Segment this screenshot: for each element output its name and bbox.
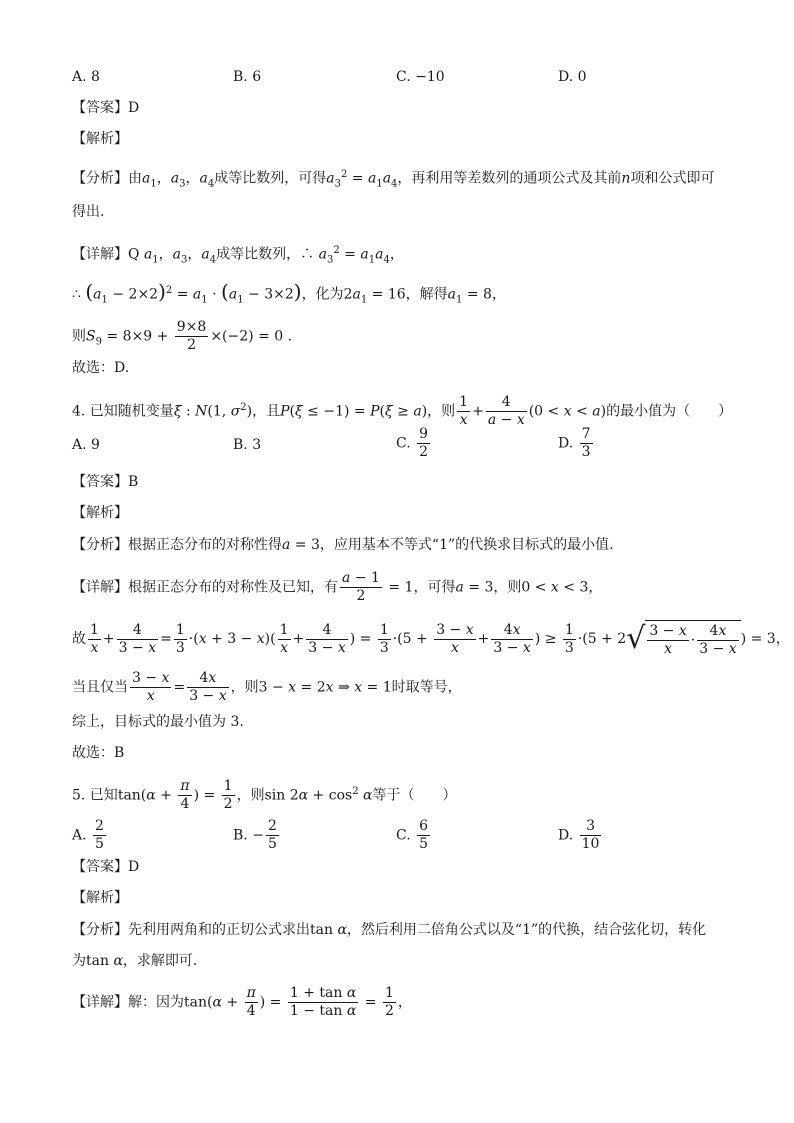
q4-xiangjie-line2: 故 $\frac{1}{x}$ + $\frac{4}{3 - x}$ = $\frac{1}{3}$ ·(x + 3 − x)( $\frac{1}{x}$ + $\frac{4}{3 - x}$ ) = $\frac{1}{3}$ ·(5 + $\frac{3 - x}{x}$ + $\frac{4x}{3 - x}$ ) ≥ $\frac{1}{3}$ ·(5 + 2√ $\frac{3 - x}{x}$ · $\frac{4x}{3 - x}$ ) = 3， [72,621,790,657]
q4-option-c: C. $\frac{9}{2}$ [396,426,429,460]
q3-xiangjie-line3: 则$S_9 = 8\times 9$ + $\frac{9\times 8}{2}$ ×(−2) = 0 . [72,319,293,353]
q4-stem: 4. 已知随机变量ξ : N(1, $\sigma^2$)，且P(ξ ≤ −1) = P(ξ ≥ a)，则 $\frac{1}{x}$ + $\frac{4}{a - x}$ (0 < x < a)的最小值为（ ） [72,394,733,428]
q5-option-b: B. − $\frac{2}{5}$ [233,818,277,852]
q5-answer: 【答案】D [72,859,140,875]
q4-xiangjie-line1: 【详解】根据正态分布的对称性及已知，有 $\frac{a - 1}{2}$ = 1，可得a = 3，则0 < x < 3， [72,570,603,604]
q5-stem: 5. 已知tan(α + $\frac{\pi}{4}$ ) = $\frac{1}{2}$ ，则$\sin 2\alpha + \cos^2 \alpha$等于（ ） [72,778,457,812]
q5-xiangjie-line1: 【详解】解：因为tan(α + $\frac{\pi}{4}$ ) = $\frac{\text{1 + tan α}}{\text{1 − tan α}}$ = $\frac{1}{2}$ ， [72,985,412,1019]
q3-xiangjie-line2: ∴ $(a_1 - 2\times 2)^2 = a_1 \cdot (a_1 - 3\times 2)$，化为$2a_1 = 16$，解得$a_1 = 8$， [72,279,506,306]
q5-fenxi-line1: 【分析】先利用两角和的正切公式求出tan α，然后利用二倍角公式以及“1”的代换，结合弦化切，转化 [72,922,707,938]
q3-fenxi-line1: 【分析】由$a_1$，$a_3$，$a_4$成等比数列，可得$a_3^2 = a_1a_4$，再利用等差数列的通项公式及其前n项和公式即可 [72,169,715,190]
q4-option-a: A. 9 [72,437,100,453]
q3-answer: 【答案】D [72,100,140,116]
q5-option-d: D. $\frac{3}{10}$ [558,818,600,852]
q5-fenxi-line2: 为tan α，求解即可. [72,953,198,969]
q4-xiangjie-line3: 当且仅当 $\frac{3 - x}{x}$ = $\frac{4x}{3 - x}$ ，则3 − x = 2x ⇒ x = 1时取等号， [72,670,462,704]
q3-option-d: D. 0 [558,69,587,85]
q4-choose: 故选：B [72,745,125,761]
q4-summary: 综上，目标式的最小值为 3. [72,714,244,730]
q4-analysis-heading: 【解析】 [72,505,128,521]
q3-choose: 故选：D. [72,360,130,376]
q4-answer: 【答案】B [72,474,139,490]
q3-option-b: B. 6 [233,69,262,85]
q4-fenxi: 【分析】根据正态分布的对称性得a = 3，应用基本不等式“1”的代换求目标式的最小值. [72,537,614,553]
q5-option-c: C. $\frac{6}{5}$ [396,818,429,852]
q3-option-c: C. −10 [396,69,445,85]
q4-option-d: D. $\frac{7}{3}$ [558,426,591,460]
q3-option-a: A. 8 [72,69,100,85]
q3-fenxi-line2: 得出. [72,204,105,220]
q5-option-a: A. $\frac{2}{5}$ [72,818,104,852]
q5-analysis-heading: 【解析】 [72,890,128,906]
q3-analysis-heading: 【解析】 [72,131,128,147]
q4-option-b: B. 3 [233,437,262,453]
q3-xiangjie-line1: 【详解】Q $a_1$，$a_3$，$a_4$成等比数列，∴ $a_3^2 = a_1a_4$， [72,245,404,266]
